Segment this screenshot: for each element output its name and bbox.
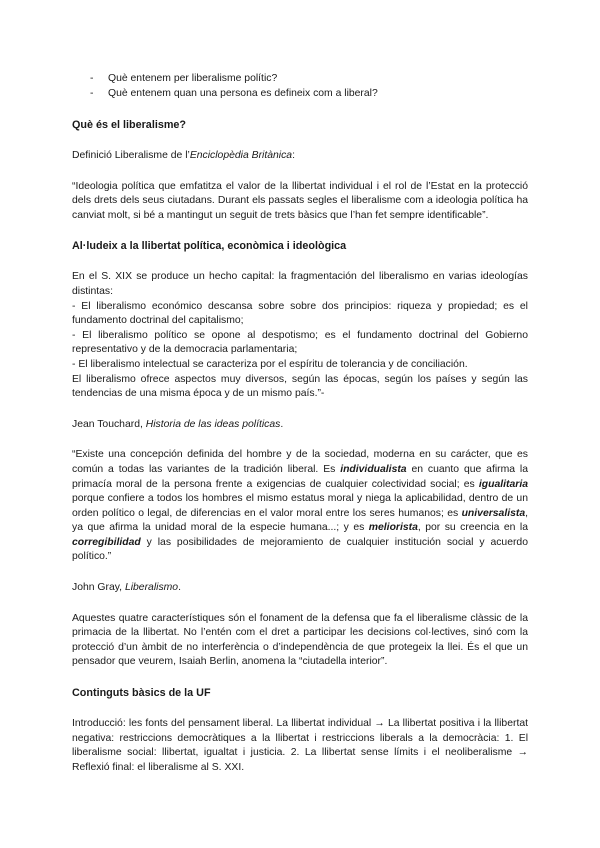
definition-source: Enciclopèdia Britànica [189, 150, 293, 161]
citation-work: Historia de las ideas políticas [145, 418, 281, 430]
keyword-meliorista: meliorista [368, 522, 418, 534]
section-heading-what-is-liberalism: Què és el liberalisme? [72, 119, 187, 131]
contents-paragraph: Introducció: les fonts del pensament liberal. La llibertat individual → La llibertat positiva i la llibertat negativa: restriccions democràtiques a la llibertat i restriccions liberals a la democràcia: 1. El liberalisme social: llibertat, igualtat i justicia. 2. La llibertat sense límits i el neoliberalisme → Reflexió final: el liberalisme al S. XXI. [72, 718, 528, 773]
definition-suffix: : [292, 150, 295, 161]
catalan-paragraph: Aquestes quatre característiques són el fonament de la defensa que fa el liberalisme clàssic de la primacia de la llibertat. No l’entén com el dret a participar les decisions col·lectives, sinó com la protecció d’un àmbit de no interferència o d’independència de que protegeix la llei. És el que un pensador que veurem, Isaiah Berlin, anomena la “ciutadella interior”. [72, 612, 528, 668]
quote-item: - El liberalismo intelectual se caracteriza por el espíritu de tolerancia y de conciliación. [72, 358, 468, 370]
quote-text: “Existe una concepción definida del hombre y de la sociedad, moderna en su carácter, que es común a todas las variantes de la tradición liberal. Es [72, 449, 528, 475]
list-item [72, 87, 528, 102]
quote-text: , ya que afirma la unidad moral de la especie humana...; y es [72, 507, 528, 534]
list-item [72, 72, 528, 87]
citation-touchard [72, 418, 528, 433]
keyword-corregibilidad: corregibilidad [72, 536, 141, 548]
question-list [72, 72, 528, 102]
quote-text: , por su creencia en la [417, 522, 529, 534]
quote-intro: En el S. XIX se produce un hecho capital: la fragmentación del liberalismo en varias ideologías distintas: [72, 271, 528, 297]
question-text: Què entenem per liberalisme polític? [108, 73, 278, 84]
question-text: Què entenem quan una persona es defineix com a liberal? [108, 88, 378, 99]
quote-text: y las posibilidades de mejoramiento de cualquier institución social y acuerdo político.” [72, 536, 528, 563]
keyword-igualitaria: igualitaria [478, 478, 528, 490]
touchard-quote [72, 270, 528, 401]
quote-item: - El liberalismo político se opone al despotismo; es el fundamento doctrinal del Gobierno representativo y de la democracia parlamentaria; [72, 329, 528, 356]
britannica-quote: “Ideologia política que emfatitza el valor de la llibertat individual i el rol de l’Estat en la protecció dels drets dels seus ciutadans. Durant els passats segles el liberalisme com a ideologia política ha canviat molt, si bé a mantingut un seguit de trets bàsics que l’han fet sempre identificable”. [72, 180, 528, 221]
gray-quote [72, 448, 528, 565]
keyword-individualista: individualista [340, 463, 407, 475]
document-page [72, 72, 528, 775]
quote-text: porque confiere a todos los hombres el mismo estatus moral y niega la aplicabilidad, dentro de un orden político o legal, de diferencias en el valor moral entre los seres humanos; es [72, 493, 528, 519]
quote-closing: El liberalismo ofrece aspectos muy diversos, según las épocas, según los países y según las tendencias de una misma época y de un mismo país.”- [72, 373, 528, 400]
bullet-dash: - [90, 88, 94, 99]
citation-work: Liberalismo [124, 582, 179, 594]
citation-suffix: . [280, 418, 284, 430]
citation-author: John Gray, [72, 582, 125, 594]
citation-gray [72, 581, 528, 596]
keyword-universalista: universalista [461, 507, 526, 519]
citation-author: Jean Touchard, [72, 418, 146, 430]
definition-prefix: Definició Liberalisme de l’ [72, 150, 190, 161]
section-heading-freedoms: Al·ludeix a la llibertat política, econòmica i ideològica [72, 240, 347, 253]
quote-text: en cuanto que afirma la primacía moral de la persona frente a exigencias de cualquier colectividad social; es [72, 463, 528, 490]
citation-suffix: . [178, 582, 181, 594]
bullet-dash: - [90, 73, 94, 84]
definition-line [72, 149, 528, 164]
section-heading-contents: Continguts bàsics de la UF [72, 687, 211, 700]
quote-item: - El liberalismo económico descansa sobre sobre dos principios: riqueza y propiedad; es el fundamento doctrinal del capitalismo; [72, 300, 528, 327]
